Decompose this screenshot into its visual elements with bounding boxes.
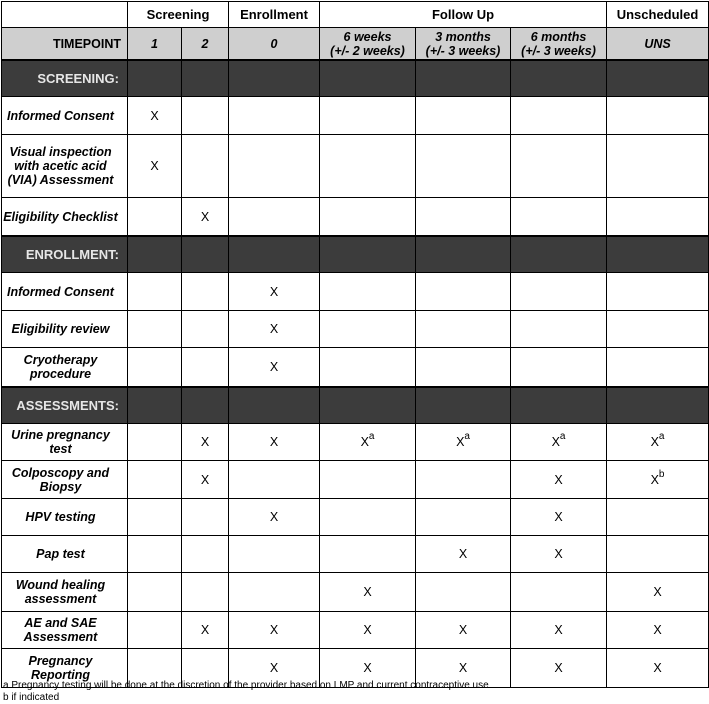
mark-cell bbox=[511, 198, 607, 237]
mark-cell bbox=[607, 273, 709, 311]
mark-cell bbox=[607, 97, 709, 135]
mark-cell bbox=[511, 97, 607, 135]
section-header-cell bbox=[320, 387, 416, 424]
activity-row bbox=[2, 311, 709, 348]
mark-cell bbox=[182, 612, 229, 649]
mark-x: X bbox=[458, 661, 468, 675]
group-screening: Screening bbox=[128, 2, 229, 28]
section-header-cell bbox=[128, 60, 182, 97]
footnote-a: a Pregnancy testing will be done at the discretion of the provider based on LMP and current contraceptive use bbox=[3, 680, 489, 691]
mark-cell bbox=[416, 461, 511, 499]
mark-cell bbox=[128, 573, 182, 612]
mark-cell bbox=[320, 311, 416, 348]
mark-cell bbox=[320, 273, 416, 311]
section-header-cell bbox=[229, 387, 320, 424]
section-header-cell bbox=[511, 60, 607, 97]
mark-cell bbox=[229, 499, 320, 536]
activity-label: Pap test bbox=[2, 536, 128, 573]
mark-cell bbox=[182, 424, 229, 461]
timepoint-cell: 3 months (+/- 3 weeks) bbox=[416, 28, 511, 61]
timepoint-cell: 2 bbox=[182, 28, 229, 61]
mark-x: X bbox=[458, 623, 468, 637]
mark-cell bbox=[607, 461, 709, 499]
mark-cell bbox=[182, 536, 229, 573]
mark-cell bbox=[416, 536, 511, 573]
section-header-row bbox=[2, 387, 709, 424]
mark-x: X bbox=[269, 360, 279, 374]
section-title: ASSESSMENTS: bbox=[2, 387, 128, 424]
timepoint-cell: 1 bbox=[128, 28, 182, 61]
section-header-cell bbox=[128, 236, 182, 273]
mark-cell bbox=[229, 461, 320, 499]
activity-row bbox=[2, 573, 709, 612]
activity-label: Colposcopy and Biopsy bbox=[2, 461, 128, 499]
mark-cell bbox=[182, 348, 229, 388]
mark-x: X bbox=[363, 585, 372, 599]
mark-x: X bbox=[554, 661, 563, 675]
mark-cell bbox=[182, 97, 229, 135]
mark-cell bbox=[229, 612, 320, 649]
mark-cell bbox=[607, 499, 709, 536]
mark-cell bbox=[128, 348, 182, 388]
mark-cell bbox=[229, 97, 320, 135]
mark-cell bbox=[320, 573, 416, 612]
mark-cell bbox=[320, 97, 416, 135]
activity-row bbox=[2, 273, 709, 311]
mark-cell bbox=[416, 311, 511, 348]
mark-cell bbox=[320, 536, 416, 573]
mark-x: X bbox=[200, 472, 210, 487]
activity-row bbox=[2, 424, 709, 461]
mark-x: X bbox=[458, 547, 468, 561]
activity-label: Cryotherapy procedure bbox=[2, 348, 128, 388]
section-header-cell bbox=[607, 387, 709, 424]
mark-cell bbox=[182, 198, 229, 237]
mark-cell bbox=[511, 499, 607, 536]
activity-label: Wound healing assessment bbox=[2, 573, 128, 612]
mark-cell bbox=[416, 135, 511, 198]
section-title: SCREENING: bbox=[2, 60, 128, 97]
mark-cell bbox=[607, 612, 709, 649]
mark-cell bbox=[229, 311, 320, 348]
mark-cell bbox=[416, 499, 511, 536]
mark-footnote-ref: a bbox=[658, 431, 665, 442]
mark-x: X bbox=[650, 472, 659, 487]
mark-x: X bbox=[200, 435, 210, 449]
mark-cell bbox=[229, 348, 320, 388]
activity-label: Eligibility Checklist bbox=[2, 198, 128, 237]
mark-cell bbox=[511, 424, 607, 461]
mark-x: X bbox=[363, 661, 372, 675]
mark-cell bbox=[128, 499, 182, 536]
mark-cell bbox=[416, 198, 511, 237]
mark-x: X bbox=[554, 472, 563, 487]
timepoint-cell: 6 weeks (+/- 2 weeks) bbox=[320, 28, 416, 61]
schedule-of-assessments-table bbox=[1, 1, 709, 688]
section-header-cell bbox=[607, 236, 709, 273]
timepoint-row bbox=[2, 28, 709, 61]
mark-cell bbox=[182, 573, 229, 612]
mark-cell bbox=[182, 135, 229, 198]
mark-x: X bbox=[653, 661, 662, 675]
activity-label: Informed Consent bbox=[2, 273, 128, 311]
mark-x: X bbox=[150, 159, 159, 173]
section-header-cell bbox=[320, 236, 416, 273]
mark-cell bbox=[511, 135, 607, 198]
section-header-row bbox=[2, 60, 709, 97]
section-header-row bbox=[2, 236, 709, 273]
section-title: ENROLLMENT: bbox=[2, 236, 128, 273]
mark-x: X bbox=[653, 585, 662, 599]
activity-row bbox=[2, 612, 709, 649]
activity-label: Eligibility review bbox=[2, 311, 128, 348]
mark-cell bbox=[511, 649, 607, 688]
mark-cell bbox=[320, 461, 416, 499]
section-header-cell bbox=[607, 60, 709, 97]
activity-label: Informed Consent bbox=[2, 97, 128, 135]
mark-x: X bbox=[456, 435, 465, 449]
mark-cell bbox=[128, 612, 182, 649]
visit-group-header-row bbox=[2, 2, 709, 28]
mark-x: X bbox=[200, 209, 210, 224]
mark-x: X bbox=[269, 322, 279, 336]
mark-cell bbox=[607, 536, 709, 573]
mark-cell bbox=[128, 273, 182, 311]
mark-x: X bbox=[200, 623, 210, 637]
mark-x: X bbox=[650, 435, 659, 449]
mark-cell bbox=[416, 612, 511, 649]
section-header-cell bbox=[182, 236, 229, 273]
mark-cell bbox=[511, 612, 607, 649]
corner-cell bbox=[2, 2, 128, 28]
section-header-cell bbox=[511, 236, 607, 273]
mark-cell bbox=[182, 311, 229, 348]
mark-cell bbox=[128, 311, 182, 348]
mark-x: X bbox=[150, 108, 159, 123]
activity-label: HPV testing bbox=[2, 499, 128, 536]
activity-row bbox=[2, 97, 709, 135]
timepoint-cell: UNS bbox=[607, 28, 709, 61]
activity-label: Pregnancy Reporting bbox=[2, 649, 128, 688]
mark-cell bbox=[182, 461, 229, 499]
section-header-cell bbox=[229, 236, 320, 273]
mark-x: X bbox=[269, 284, 279, 299]
mark-x: X bbox=[554, 510, 563, 524]
mark-cell bbox=[128, 97, 182, 135]
mark-cell bbox=[607, 198, 709, 237]
timepoint-cell: 0 bbox=[229, 28, 320, 61]
mark-x: X bbox=[269, 435, 279, 449]
mark-footnote-ref: a bbox=[368, 431, 375, 442]
mark-x: X bbox=[269, 661, 279, 675]
mark-cell bbox=[416, 348, 511, 388]
mark-cell bbox=[128, 536, 182, 573]
mark-cell bbox=[182, 273, 229, 311]
mark-cell bbox=[320, 348, 416, 388]
mark-cell bbox=[229, 135, 320, 198]
mark-x: X bbox=[360, 435, 369, 449]
mark-cell bbox=[607, 348, 709, 388]
group-enrollment: Enrollment bbox=[229, 2, 320, 28]
mark-cell bbox=[511, 461, 607, 499]
mark-cell bbox=[607, 135, 709, 198]
mark-cell bbox=[320, 499, 416, 536]
activity-row bbox=[2, 198, 709, 237]
mark-cell bbox=[416, 273, 511, 311]
section-header-cell bbox=[416, 60, 511, 97]
activity-label: Urine pregnancy test bbox=[2, 424, 128, 461]
mark-footnote-ref: a bbox=[464, 431, 470, 442]
mark-cell bbox=[229, 573, 320, 612]
mark-cell bbox=[511, 273, 607, 311]
mark-cell bbox=[607, 649, 709, 688]
timepoint-label: TIMEPOINT bbox=[2, 28, 128, 61]
mark-cell bbox=[511, 573, 607, 612]
group-follow-up: Follow Up bbox=[320, 2, 607, 28]
mark-x: X bbox=[554, 623, 563, 637]
activity-row bbox=[2, 499, 709, 536]
mark-cell bbox=[128, 424, 182, 461]
mark-cell bbox=[416, 424, 511, 461]
mark-x: X bbox=[363, 623, 372, 637]
mark-cell bbox=[128, 135, 182, 198]
activity-row bbox=[2, 348, 709, 388]
mark-cell bbox=[229, 536, 320, 573]
mark-cell bbox=[607, 573, 709, 612]
group-unscheduled: Unscheduled bbox=[607, 2, 709, 28]
activity-row bbox=[2, 135, 709, 198]
footnote-b: b if indicated bbox=[3, 692, 60, 703]
section-header-cell bbox=[511, 387, 607, 424]
mark-cell bbox=[511, 536, 607, 573]
mark-cell bbox=[229, 424, 320, 461]
mark-cell bbox=[128, 461, 182, 499]
activity-label: Visual inspection with acetic acid (VIA) Assessment bbox=[2, 135, 128, 198]
mark-cell bbox=[320, 198, 416, 237]
mark-cell bbox=[511, 348, 607, 388]
mark-footnote-ref: a bbox=[559, 431, 566, 442]
mark-cell bbox=[229, 198, 320, 237]
mark-x: X bbox=[269, 510, 279, 524]
mark-cell bbox=[416, 97, 511, 135]
mark-cell bbox=[320, 612, 416, 649]
mark-footnote-ref: b bbox=[658, 468, 665, 480]
section-header-cell bbox=[416, 387, 511, 424]
section-header-cell bbox=[320, 60, 416, 97]
section-header-cell bbox=[182, 60, 229, 97]
timepoint-cell: 6 months (+/- 3 weeks) bbox=[511, 28, 607, 61]
section-header-cell bbox=[416, 236, 511, 273]
activity-label: AE and SAE Assessment bbox=[2, 612, 128, 649]
mark-cell bbox=[320, 135, 416, 198]
mark-x: X bbox=[554, 547, 563, 561]
mark-x: X bbox=[653, 623, 662, 637]
section-header-cell bbox=[229, 60, 320, 97]
mark-x: X bbox=[269, 623, 279, 637]
activity-row bbox=[2, 461, 709, 499]
mark-cell bbox=[416, 573, 511, 612]
mark-x: X bbox=[551, 435, 560, 449]
activity-row bbox=[2, 536, 709, 573]
mark-cell bbox=[182, 499, 229, 536]
section-header-cell bbox=[182, 387, 229, 424]
mark-cell bbox=[607, 424, 709, 461]
mark-cell bbox=[128, 198, 182, 237]
mark-cell bbox=[320, 424, 416, 461]
mark-cell bbox=[229, 273, 320, 311]
mark-cell bbox=[511, 311, 607, 348]
section-header-cell bbox=[128, 387, 182, 424]
mark-cell bbox=[607, 311, 709, 348]
